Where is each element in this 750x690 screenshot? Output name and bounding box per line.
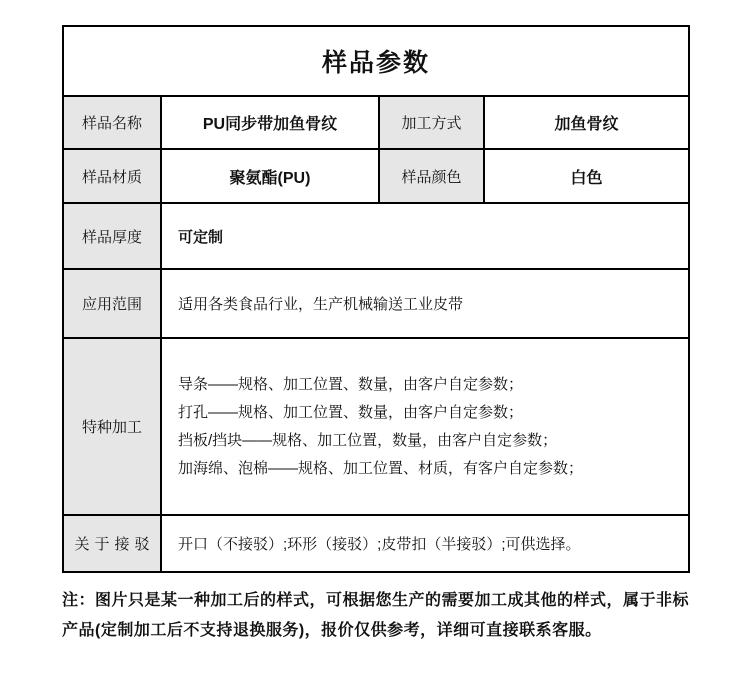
joint-info-value: 开口（不接驳）;环形（接驳）;皮带扣（半接驳）;可供选择。	[161, 515, 689, 572]
footer-note	[62, 586, 702, 646]
sample-color-label: 样品颜色	[379, 149, 484, 203]
sample-name-label: 样品名称	[63, 96, 161, 149]
special-processing-line-sponge-foam: 加海绵、泡棉——规格、加工位置、材质，有客户自定参数；	[178, 459, 584, 477]
footer-note-line-1: 注：图片只是某一种加工后的样式，可根据您生产的需要加工成其他的样式，属于非标	[62, 592, 690, 609]
sample-name-value: PU同步带加鱼骨纹	[161, 96, 379, 149]
processing-method-value: 加鱼骨纹	[484, 96, 689, 149]
spec-table	[62, 25, 690, 573]
sample-material-label: 样品材质	[63, 149, 161, 203]
sample-color-value: 白色	[484, 149, 689, 203]
footer-note-line-2: 产品(定制加工后不支持退换服务)，报价仅供参考，详细可直接联系客服。	[62, 622, 602, 639]
table-title: 样品参数	[63, 26, 689, 96]
special-processing-value	[161, 338, 689, 515]
application-range-value: 适用各类食品行业，生产机械输送工业皮带	[161, 269, 689, 338]
sample-thickness-label: 样品厚度	[63, 203, 161, 269]
sample-thickness-value: 可定制	[161, 203, 689, 269]
processing-method-label: 加工方式	[379, 96, 484, 149]
special-processing-line-punching: 打孔——规格、加工位置、数量，由客户自定参数；	[178, 403, 524, 421]
joint-info-label: 关于接驳	[63, 515, 161, 572]
application-range-label: 应用范围	[63, 269, 161, 338]
special-processing-label: 特种加工	[63, 338, 161, 515]
sample-material-value: 聚氨酯(PU)	[161, 149, 379, 203]
special-processing-line-guide-strips: 导条——规格、加工位置、数量，由客户自定参数；	[178, 375, 524, 393]
special-processing-line-baffles: 挡板/挡块——规格、加工位置，数量，由客户自定参数；	[178, 431, 558, 449]
